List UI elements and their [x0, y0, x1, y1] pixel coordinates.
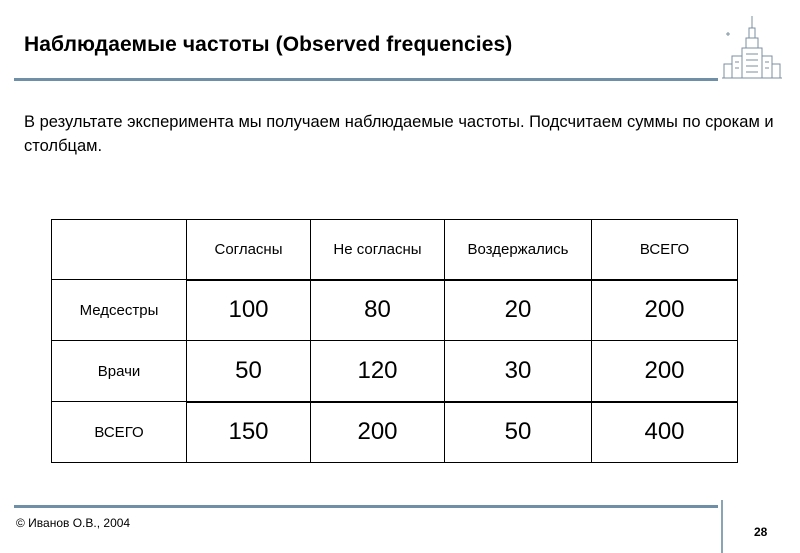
- table-header-row: [52, 220, 738, 280]
- footer-vertical-divider: [721, 500, 723, 553]
- title-divider: [14, 78, 718, 81]
- cell-value: 200: [592, 280, 738, 341]
- footer-divider: [14, 505, 718, 508]
- copyright-text: © Иванов О.В., 2004: [16, 516, 131, 530]
- cell-value: 100: [187, 280, 311, 341]
- cell-value: 80: [311, 280, 445, 341]
- cell-value: 150: [187, 402, 311, 463]
- header-agree: Согласны: [187, 220, 311, 280]
- cell-value: 50: [445, 402, 592, 463]
- row-label-nurses: Медсестры: [52, 280, 187, 341]
- header-abstained: Воздержались: [445, 220, 592, 280]
- cell-value: 200: [311, 402, 445, 463]
- header-total: ВСЕГО: [592, 220, 738, 280]
- table-row: [52, 341, 738, 402]
- slide-title: Наблюдаемые частоты (Observed frequencies): [24, 33, 513, 56]
- cell-value: 200: [592, 341, 738, 402]
- intro-text: В результате эксперимента мы получаем наблюдаемые частоты. Подсчитаем суммы по срокам и столбцам.: [24, 113, 774, 155]
- cell-value: 50: [187, 341, 311, 402]
- table-row: [52, 280, 738, 341]
- cell-value: 20: [445, 280, 592, 341]
- table-corner-cell: [52, 220, 187, 280]
- cell-value: 120: [311, 341, 445, 402]
- university-building-logo: [720, 14, 784, 84]
- cell-value: 30: [445, 341, 592, 402]
- page-number: 28: [754, 525, 768, 539]
- row-label-total: ВСЕГО: [52, 402, 187, 463]
- header-disagree: Не согласны: [311, 220, 445, 280]
- cell-value: 400: [592, 402, 738, 463]
- row-label-doctors: Врачи: [52, 341, 187, 402]
- frequency-table: [51, 219, 738, 463]
- table-row: [52, 402, 738, 463]
